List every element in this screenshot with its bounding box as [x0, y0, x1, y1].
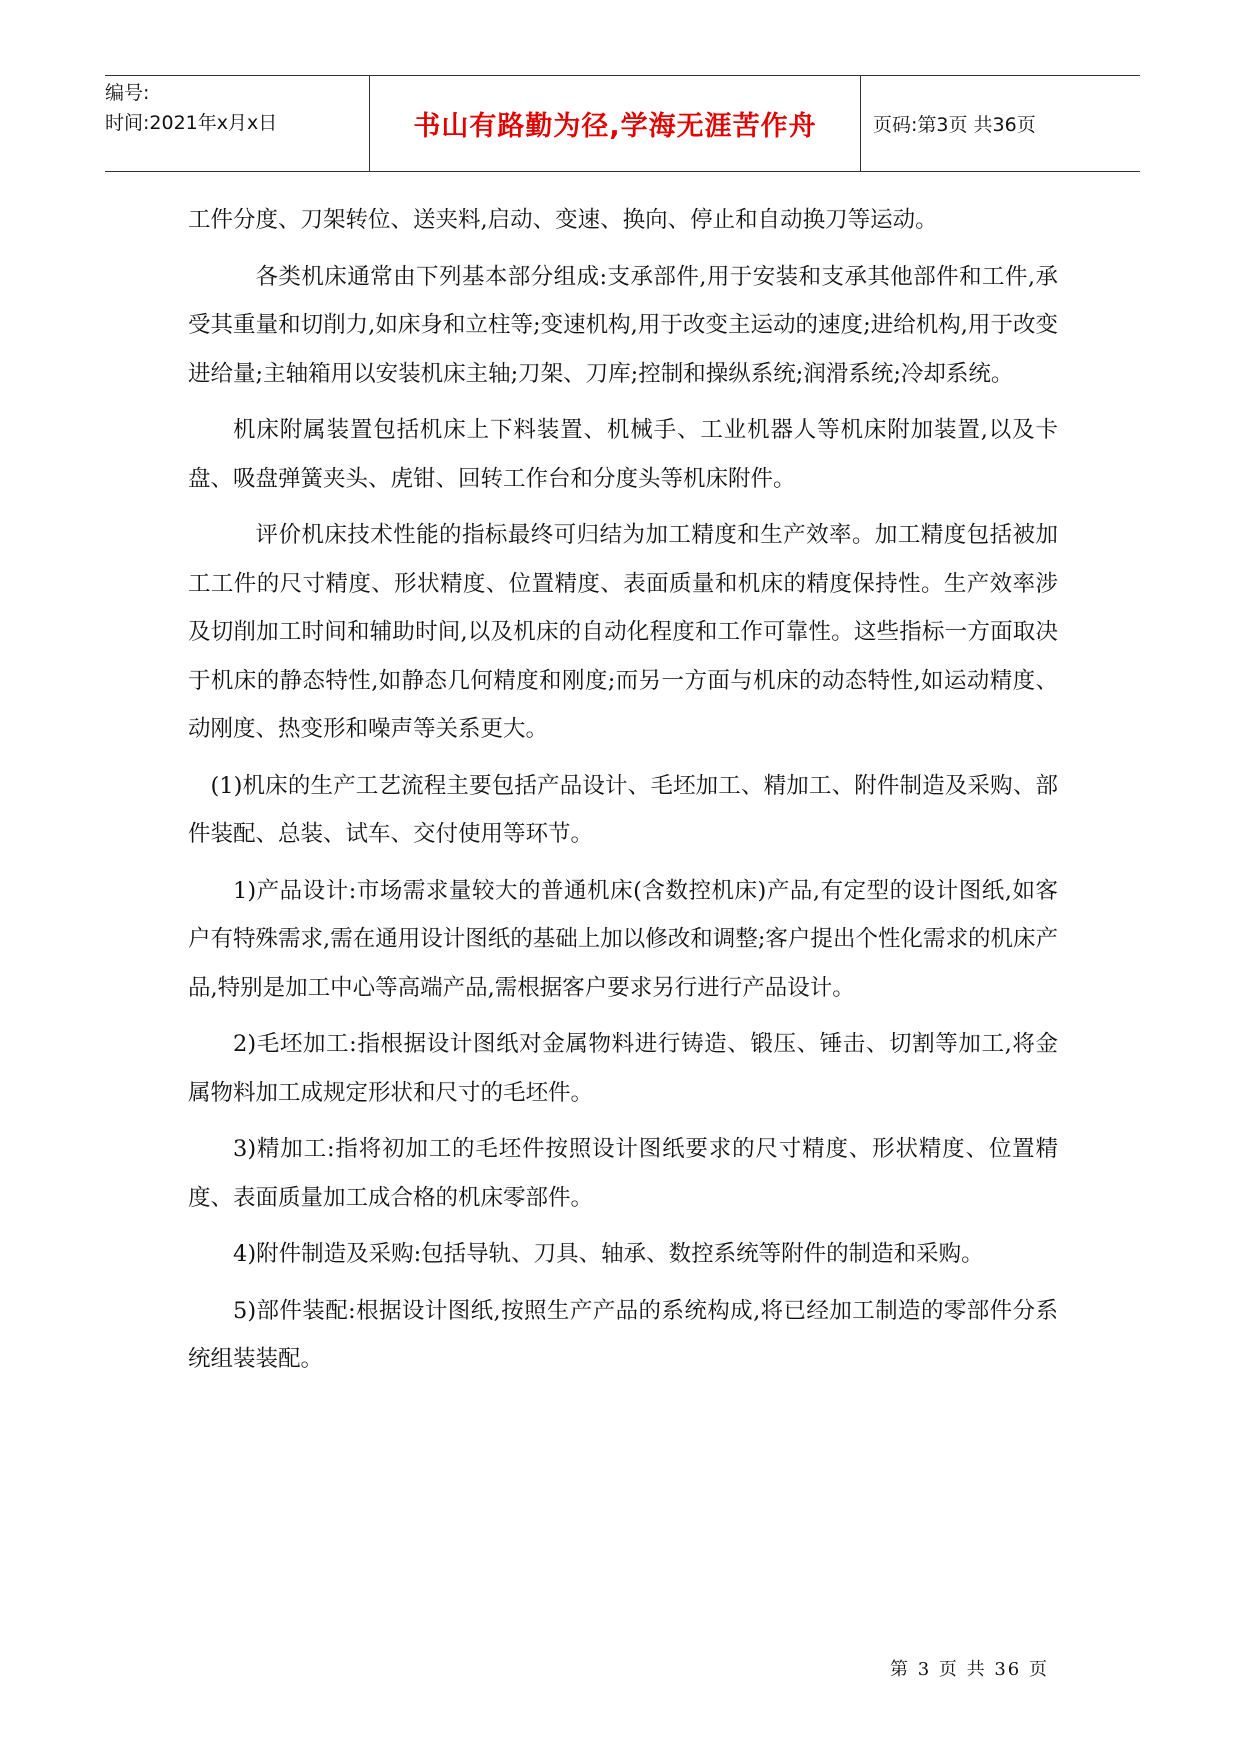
document-number-label: 编号:	[105, 82, 150, 104]
paragraph: 4)附件制造及采购:包括导轨、刀具、轴承、数控系统等附件的制造和采购。	[233, 1241, 984, 1267]
page-header	[105, 75, 1140, 172]
paragraph: 1)产品设计:市场需求量较大的普通机床(含数控机床)产品,有定型的设计图纸,如客户有特殊需求,需在通用设计图纸的基础上加以修改和调整;客户提出个性化需求的机床产品,特别是加工中心等高端产品,需根据客户要求另行进行产品设计。	[188, 877, 1059, 1001]
paragraph: 3)精加工:指将初加工的毛坯件按照设计图纸要求的尺寸精度、形状精度、位置精度、表面质量加工成合格的机床零部件。	[188, 1136, 1058, 1211]
paragraph: 5)部件装配:根据设计图纸,按照生产产品的系统构成,将已经加工制造的零部件分系统组装装配。	[188, 1297, 1058, 1372]
header-motto: 书山有路勤为径,学海无涯苦作舟	[370, 76, 861, 171]
header-page-number: 页码:第3页 共36页	[873, 114, 1036, 136]
paragraph: 评价机床技术性能的指标最终可归结为加工精度和生产效率。加工精度包括被加工工件的尺寸精度、形状精度、位置精度、表面质量和机床的精度保持性。生产效率涉及切削加工时间和辅助时间,以及机床的自动化程度和工作可靠性。这些指标一方面取决于机床的静态特性,如静态几何精度和刚度;而另一方面与机床的动态特性,如运动精度、动刚度、热变形和噪声等关系更大。	[188, 522, 1058, 742]
paragraph: 工件分度、刀架转位、送夹料,启动、变速、换向、停止和自动换刀等运动。	[188, 207, 938, 233]
paragraph: 机床附属装置包括机床上下料装置、机械手、工业机器人等机床附加装置,以及卡盘、吸盘弹簧夹头、虎钳、回转工作台和分度头等机床附件。	[188, 417, 1058, 492]
header-meta	[105, 76, 370, 171]
paragraph: 各类机床通常由下列基本部分组成:支承部件,用于安装和支承其他部件和工件,承受其重量和切削力,如床身和立柱等;变速机构,用于改变主运动的速度;进给机构,用于改变进给量;主轴箱用以安装机床主轴;刀架、刀库;控制和操纵系统;润滑系统;冷却系统。	[188, 263, 1058, 387]
paragraph: (1)机床的生产工艺流程主要包括产品设计、毛坯加工、精加工、附件制造及采购、部件装配、总装、试车、交付使用等环节。	[188, 772, 1058, 847]
paragraph: 2)毛坯加工:指根据设计图纸对金属物料进行铸造、锻压、锤击、切割等加工,将金属物料加工成规定形状和尺寸的毛坯件。	[188, 1031, 1058, 1106]
document-time-label: 时间:2021年x月x日	[105, 112, 278, 134]
page-footer: 第 3 页 共 36 页	[890, 1659, 1049, 1680]
document-body	[188, 196, 1058, 1392]
